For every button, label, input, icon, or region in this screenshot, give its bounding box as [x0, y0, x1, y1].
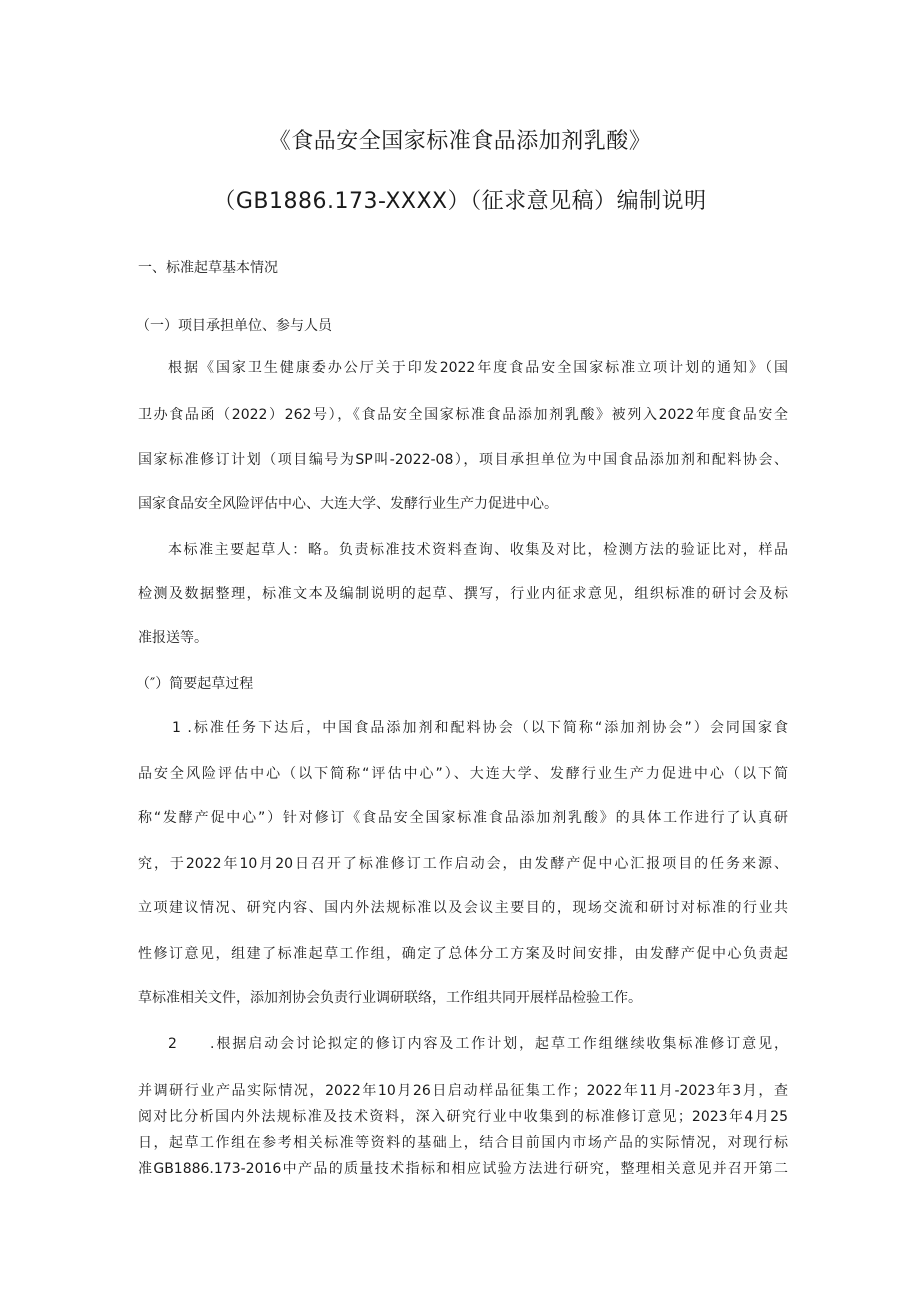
paragraph-line: 阅对比分析国内外法规标准及技术资料，深入研究行业中收集到的标准修订意见；2023年4月25: [138, 1109, 788, 1125]
paragraph-line: 并调研行业产品实际情况，2022年10月26日启动样品征集工作；2022年11月-2023年3月，查: [138, 1083, 788, 1099]
section-heading: 一、标准起草基本情况: [138, 260, 278, 276]
subsection-heading: （一）项目承担单位、参与人员: [136, 318, 332, 334]
paragraph-line: 国家食品安全风险评估中心、大连大学、发酵行业生产力促进中心。: [138, 496, 558, 512]
subsection-heading: （″）简要起草过程: [136, 676, 254, 692]
paragraph-line: 1 .标准任务下达后，中国食品添加剂和配料协会（以下简称“添加剂协会”）会同国家食: [172, 720, 788, 736]
document-title-line-2: （GB1886.173-XXXX）（征求意见稿）编制说明: [213, 189, 707, 214]
document-title-line-1: 《食品安全国家标准食品添加剂乳酸》: [268, 129, 652, 154]
paragraph-line: 准报送等。: [138, 630, 208, 646]
paragraph-line: 究，于2022年10月20日召开了标准修订工作启动会，由发酵产促中心汇报项目的任务来源、: [138, 856, 788, 872]
paragraph-line: .根据启动会讨论拟定的修订内容及工作计划，起草工作组继续收集标准修订意见，: [210, 1036, 788, 1052]
paragraph-line: 本标准主要起草人：略。负责标准技术资料查询、收集及对比，检测方法的验证比对，样品: [168, 542, 788, 558]
list-number: 2: [168, 1036, 177, 1052]
paragraph-line: 检测及数据整理，标准文本及编制说明的起草、撰写，行业内征求意见，组织标准的研讨会及标: [138, 586, 788, 602]
paragraph-line: 国家标准修订计划（项目编号为SP叫-2022-08），项目承担单位为中国食品添加剂和配料协会、: [138, 452, 788, 468]
paragraph-line: 性修订意见，组建了标准起草工作组，确定了总体分工方案及时间安排，由发酵产促中心负责起: [138, 946, 788, 962]
paragraph-line: 草标准相关文件，添加剂协会负责行业调研联络，工作组共同开展样品检验工作。: [138, 990, 642, 1006]
paragraph-line: 根据《国家卫生健康委办公厅关于印发2022年度食品安全国家标准立项计划的通知》（国: [168, 360, 788, 376]
paragraph-line: 立项建议情况、研究内容、国内外法规标准以及会议主要目的，现场交流和研讨对标准的行业共: [138, 900, 788, 916]
paragraph-line: 日，起草工作组在参考相关标准等资料的基础上，结合目前国内市场产品的实际情况，对现行标: [138, 1135, 788, 1151]
paragraph-line: 品安全风险评估中心（以下简称“评估中心”）、大连大学、发酵行业生产力促进中心（以下简: [138, 766, 788, 782]
paragraph-line: 称“发酵产促中心”）针对修订《食品安全国家标准食品添加剂乳酸》的具体工作进行了认真研: [138, 810, 788, 826]
paragraph-line: 准GB1886.173-2016中产品的质量技术指标和相应试验方法进行研究，整理相关意见并召开第二: [138, 1161, 788, 1177]
paragraph-line: 卫办食品函（2022）262号），《食品安全国家标准食品添加剂乳酸》被列入2022年度食品安全: [138, 407, 788, 423]
